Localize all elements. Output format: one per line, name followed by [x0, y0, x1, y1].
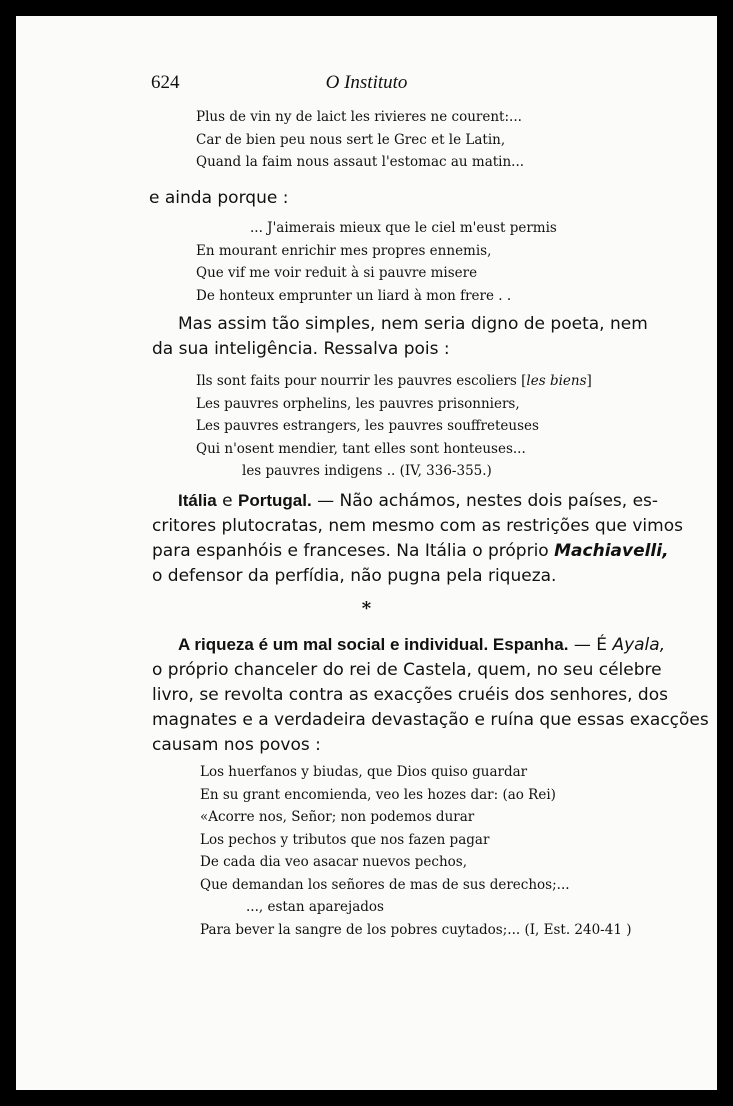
verse-line: Para bever la sangre de los pobres cuytados;... (I, Est. 240-41 ) [200, 921, 632, 938]
verse-line: les pauvres indigens .. (IV, 336-355.) [242, 463, 492, 479]
paragraph-line: o próprio chanceler do rei de Castela, quem, no seu célebre [152, 660, 662, 680]
paragraph-line: Mas assim tão simples, nem seria digno de poeta, nem [178, 314, 648, 334]
verse-line: Que demandan los señores de mas de sus derechos;... [200, 876, 570, 893]
verse-line: Los pechos y tributos que nos fazen pagar [200, 831, 490, 848]
section-separator: * [361, 598, 372, 619]
verse-line: Ils sont faits pour nourrir les pauvres escoliers [les biens] [196, 373, 592, 389]
book-page [16, 16, 717, 1090]
italic-text: Machiavelli, [554, 541, 669, 561]
verse-line: Los huerfanos y biudas, que Dios quiso guardar [200, 764, 528, 780]
paragraph-line: causam nos povos : [152, 735, 321, 755]
verse-line: En mourant enrichir mes propres ennemis, [196, 242, 492, 259]
section-heading: Itália [178, 491, 217, 510]
verse-line: Car de bien peu nous sert le Grec et le Latin, [196, 131, 506, 148]
transition-line: e ainda porque : [149, 188, 289, 208]
running-title: O Instituto [325, 72, 408, 93]
verse-line: «Acorre nos, Señor; non podemos durar [200, 809, 475, 825]
verse-line: Quand la faim nous assaut l'estomac au matin... [196, 154, 525, 170]
verse-line: Les pauvres estrangers, les pauvres souffreteuses [196, 418, 539, 434]
paragraph-line: magnates e a verdadeira devastação e ruína que essas exacções [152, 710, 709, 730]
verse-line: Plus de vin ny de laict les rivieres ne courent:... [196, 109, 522, 125]
italic-text: Ayala, [612, 635, 666, 655]
paragraph-1 [152, 312, 648, 362]
page-header [16, 72, 717, 102]
paragraph-line: para espanhóis e franceses. Na Itália o próprio Machiavelli, [152, 541, 669, 561]
paragraph-line: o defensor da perfídia, não pugna pela riqueza. [152, 566, 557, 586]
verse-block-french-1 [196, 106, 524, 174]
verse-line: De honteux emprunter un liard à mon frere . . [196, 287, 512, 304]
section-heading: Portugal. [238, 491, 312, 510]
verse-line: ... J'aimerais mieux que le ciel m'eust permis [250, 220, 557, 236]
verse-block-spanish [200, 761, 631, 941]
italic-text: les biens [526, 373, 587, 389]
verse-block-french-2 [196, 217, 557, 307]
transition-text [149, 186, 288, 211]
verse-line: En su grant encomienda, veo les hozes dar: (ao Rei) [200, 786, 556, 803]
verse-block-french-3 [196, 370, 592, 483]
paragraph-line: A riqueza é um mal social e individual. Espanha. — É Ayala, [178, 635, 666, 655]
page-number: 624 [151, 72, 180, 93]
paragraph-2 [152, 488, 683, 589]
paragraph-line: da sua inteligência. Ressalva pois : [152, 339, 450, 359]
paragraph-line: livro, se revolta contra as exacções cruéis dos senhores, dos [152, 685, 668, 705]
section-heading: A riqueza é um mal social e individual. Espanha. [178, 635, 569, 654]
verse-line: Les pauvres orphelins, les pauvres prisonniers, [196, 395, 520, 412]
paragraph-line: Itália e Portugal. — Não achámos, nestes dois países, es- [178, 491, 659, 511]
paragraph-line: critores plutocratas, nem mesmo com as restrições que vimos [152, 516, 683, 536]
verse-line: Que vif me voir reduit à si pauvre misere [196, 265, 478, 281]
paragraph-3 [152, 632, 709, 758]
verse-line: ..., estan aparejados [246, 899, 384, 915]
verse-line: Qui n'osent mendier, tant elles sont honteuses... [196, 440, 526, 457]
verse-line: De cada dia veo asacar nuevos pechos, [200, 854, 467, 870]
